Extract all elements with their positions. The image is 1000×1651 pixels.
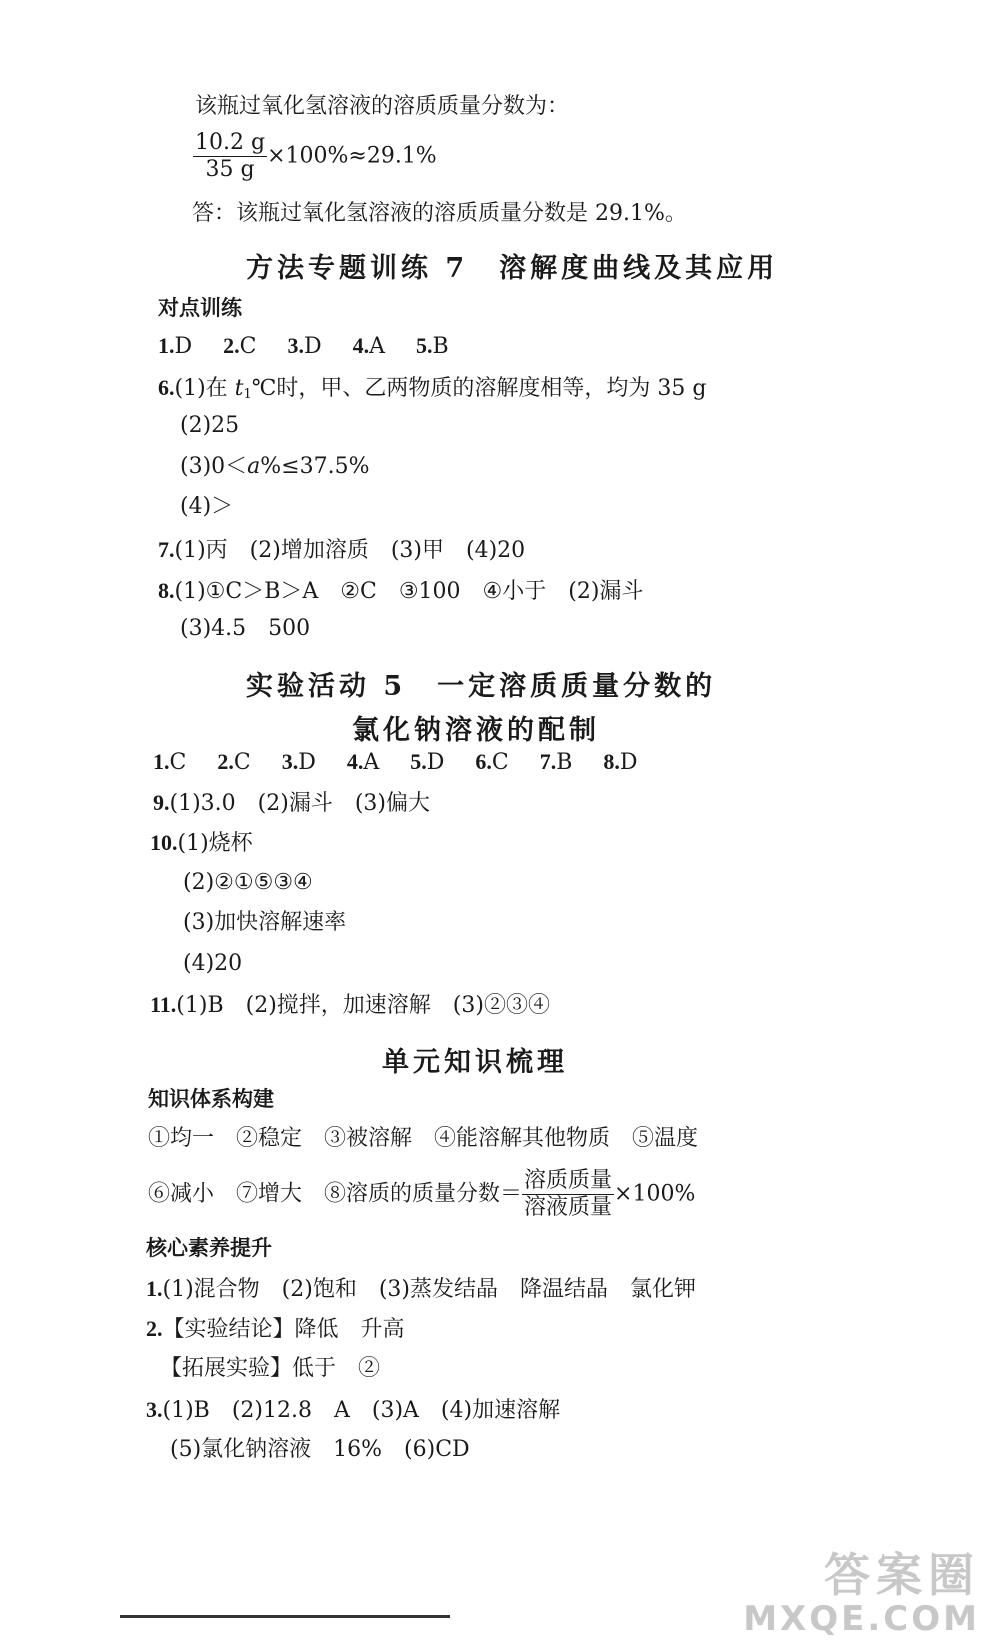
core-answer-3-line2: (5)氯化钠溶液 16% (6)CD	[170, 1437, 470, 1462]
core-answer-1: 1.(1)混合物 (2)饱和 (3)蒸发结晶 降温结晶 氯化钾	[146, 1276, 696, 1302]
fraction-tail: ×100%≈29.1%	[267, 143, 437, 169]
watermark-logo	[743, 1549, 980, 1637]
watermark-cn: 答案圈	[824, 1548, 980, 1602]
bottom-rule	[120, 1615, 450, 1618]
answer-11: 11.(1)B (2)搅拌，加速溶解 (3)②③④	[150, 992, 550, 1018]
knowledge-line2: ⑥减小 ⑦增大 ⑧溶质的质量分数＝ $\frac{\text{溶质质量}}{\text{溶液质量}}$ ×100%	[148, 1168, 696, 1220]
answer-10-3: (3)加快溶解速率	[183, 910, 347, 935]
subheading-practice: 对点训练	[158, 296, 242, 320]
mass-fraction-formula	[522, 1168, 614, 1221]
core-answer-2-line1: 2.【实验结论】降低 升高	[146, 1316, 405, 1342]
answer-6-1: 6.(1)在 t1℃时，甲、乙两物质的溶解度相等，均为 35 g	[158, 375, 707, 402]
answer-text: 答：该瓶过氧化氢溶液的溶质质量分数是 29.1%。	[192, 201, 687, 226]
answer-10-4: (4)20	[183, 951, 243, 976]
fraction-expression	[193, 130, 437, 183]
answer-8-line2: (3)4.5 500	[180, 616, 311, 641]
formula-numerator: 溶质质量	[524, 1168, 613, 1193]
section-title-lab-5-line1: 实验活动 5 一定溶质质量分数的	[246, 671, 717, 702]
formula-denominator: 溶液质量	[524, 1195, 613, 1220]
intro-text: 该瓶过氧化氢溶液的溶质质量分数为：	[195, 94, 570, 119]
answer-8-line1: 8.(1)①C＞B＞A ②C ③100 ④小于 (2)漏斗	[158, 578, 644, 604]
section-title-method-7: 方法专题训练 7 溶解度曲线及其应用	[246, 253, 779, 284]
answer-10-1: 10.(1)烧杯	[150, 830, 253, 856]
answer-6-4: (4)＞	[180, 494, 234, 519]
core-answer-3-line1: 3.(1)B (2)12.8 A (3)A (4)加速溶解	[146, 1397, 561, 1423]
subheading-knowledge-system: 知识体系构建	[148, 1087, 274, 1111]
section-title-unit-summary: 单元知识梳理	[382, 1047, 568, 1078]
answer-9: 9.(1)3.0 (2)漏斗 (3)偏大	[153, 790, 430, 816]
core-answer-2-line2: 【拓展实验】低于 ②	[160, 1356, 381, 1381]
answer-10-2: (2)②①⑤③④	[183, 870, 313, 895]
answer-7: 7.(1)丙 (2)增加溶质 (3)甲 (4)20	[158, 537, 526, 563]
knowledge-line1: ①均一 ②稳定 ③被溶解 ④能溶解其他物质 ⑤温度	[148, 1126, 699, 1151]
subheading-core-literacy: 核心素养提升	[146, 1236, 272, 1260]
answers-1-8: 1.C 2.C 3.D 4.A 5.D 6.C 7.B 8.D	[153, 749, 638, 775]
answers-1-5: 1.D 2.C 3.D 4.A 5.B	[158, 333, 449, 359]
mass-fraction	[193, 130, 267, 183]
fraction-denominator: 35 g	[205, 157, 255, 182]
section-title-lab-5-line2: 氯化钠溶液的配制	[352, 715, 600, 746]
fraction-numerator: 10.2 g	[195, 130, 266, 155]
watermark-url: MXQE.COM	[743, 1599, 980, 1639]
answer-6-2: (2)25	[180, 413, 240, 438]
answer-6-3: (3)0＜a%≤37.5%	[180, 454, 370, 479]
